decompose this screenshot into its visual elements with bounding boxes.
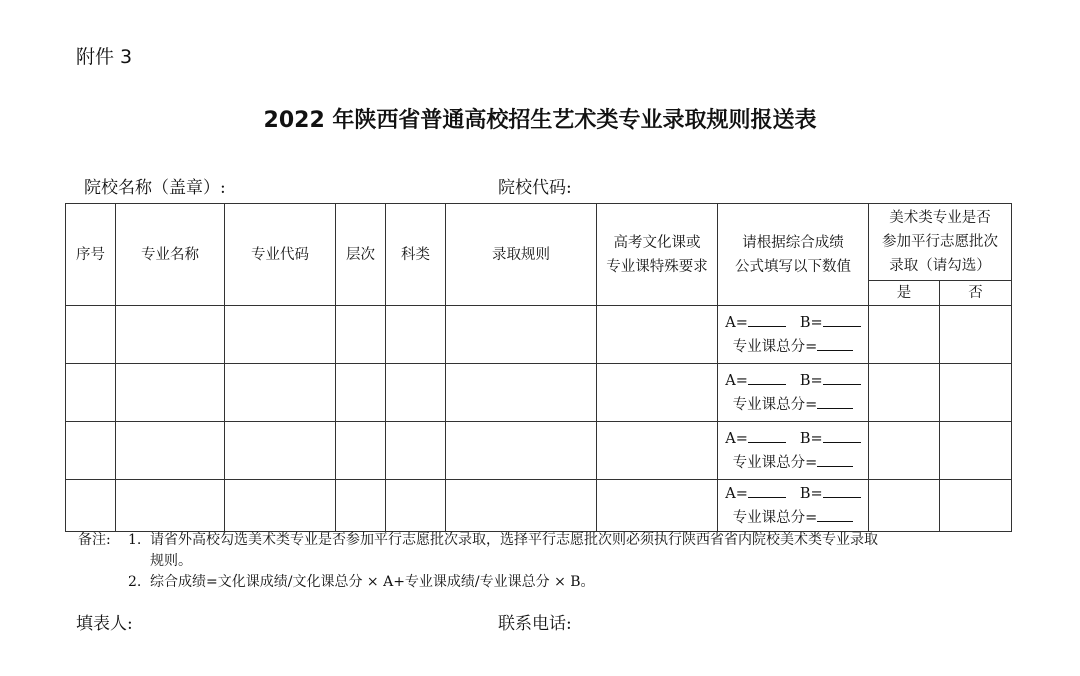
cell-seq[interactable] <box>66 364 116 422</box>
score-ab-line <box>718 311 868 335</box>
document-title: 2022 年陕西省普通高校招生艺术类专业录取规则报送表 <box>263 108 817 133</box>
b-blank[interactable] <box>823 370 861 385</box>
cell-yes-checkbox[interactable] <box>869 422 940 480</box>
header-admission-rule: 录取规则 <box>446 204 597 306</box>
cell-subject-type[interactable] <box>386 364 446 422</box>
cell-level[interactable] <box>336 422 386 480</box>
cell-score-values[interactable] <box>718 364 869 422</box>
header-score-line2: 公式填写以下数值 <box>735 258 851 275</box>
header-special-req-line2: 专业课特殊要求 <box>606 258 708 275</box>
a-label: A= <box>725 430 748 447</box>
cell-seq[interactable] <box>66 480 116 532</box>
cell-major-code[interactable] <box>225 364 336 422</box>
score-total-line <box>718 393 868 417</box>
header-special-requirement <box>597 204 718 306</box>
table-row <box>66 480 1012 532</box>
score-total-line <box>718 506 868 530</box>
attachment-label: 附件 3 <box>76 46 133 68</box>
cell-major-name[interactable] <box>116 480 225 532</box>
cell-major-name[interactable] <box>116 422 225 480</box>
cell-yes-checkbox[interactable] <box>869 480 940 532</box>
note-text: 请省外高校勾选美术类专业是否参加平行志愿批次录取，选择平行志愿批次则必须执行陕西省省内院校美术类专业录取 <box>150 532 878 548</box>
cell-major-code[interactable] <box>225 306 336 364</box>
total-label: 专业课总分= <box>732 454 818 471</box>
a-label: A= <box>725 372 748 389</box>
notes-section <box>78 530 1018 593</box>
b-label: B= <box>799 430 823 447</box>
a-blank[interactable] <box>748 370 786 385</box>
cell-score-values[interactable] <box>718 480 869 532</box>
header-major-code: 专业代码 <box>225 204 336 306</box>
header-parallel-line2: 参加平行志愿批次 <box>882 234 998 250</box>
cell-yes-checkbox[interactable] <box>869 364 940 422</box>
header-no: 否 <box>940 281 1012 306</box>
cell-major-code[interactable] <box>225 480 336 532</box>
cell-no-checkbox[interactable] <box>940 364 1012 422</box>
note-number: 1. <box>128 532 142 548</box>
score-ab-line <box>718 427 868 451</box>
school-name-label: 院校名称（盖章）: <box>84 178 226 198</box>
cell-yes-checkbox[interactable] <box>869 306 940 364</box>
cell-no-checkbox[interactable] <box>940 422 1012 480</box>
table-header-row <box>66 204 1012 281</box>
cell-admission-rule[interactable] <box>446 480 597 532</box>
note-item-1 <box>78 530 1018 551</box>
total-blank[interactable] <box>817 394 853 409</box>
table-row <box>66 364 1012 422</box>
cell-level[interactable] <box>336 480 386 532</box>
b-blank[interactable] <box>823 428 861 443</box>
note-item-2 <box>78 572 1018 593</box>
cell-level[interactable] <box>336 306 386 364</box>
b-label: B= <box>799 372 823 389</box>
cell-seq[interactable] <box>66 306 116 364</box>
b-blank[interactable] <box>823 483 861 498</box>
cell-admission-rule[interactable] <box>446 422 597 480</box>
b-blank[interactable] <box>823 312 861 327</box>
a-label: A= <box>725 485 748 502</box>
school-code-label: 院校代码: <box>498 178 572 198</box>
header-special-req-line1: 高考文化课或 <box>613 234 701 251</box>
cell-no-checkbox[interactable] <box>940 306 1012 364</box>
header-yes: 是 <box>869 281 940 306</box>
cell-special-requirement[interactable] <box>597 364 718 422</box>
phone-label: 联系电话: <box>498 614 572 634</box>
note-continuation: 规则。 <box>150 553 192 569</box>
score-total-line <box>718 451 868 475</box>
header-subject-type: 科类 <box>386 204 446 306</box>
a-blank[interactable] <box>748 483 786 498</box>
admission-rules-table <box>65 203 1012 532</box>
cell-special-requirement[interactable] <box>597 422 718 480</box>
header-parallel-line3: 录取（请勾选） <box>889 258 991 274</box>
total-label: 专业课总分= <box>732 509 818 526</box>
header-seq: 序号 <box>66 204 116 306</box>
notes-prefix: 备注: <box>78 532 111 548</box>
cell-subject-type[interactable] <box>386 306 446 364</box>
total-blank[interactable] <box>817 336 853 351</box>
total-label: 专业课总分= <box>732 396 818 413</box>
table-row <box>66 422 1012 480</box>
total-blank[interactable] <box>817 452 853 467</box>
header-score-line1: 请根据综合成绩 <box>742 234 844 251</box>
note-text: 综合成绩=文化课成绩/文化课总分 × A+专业课成绩/专业课总分 × B。 <box>150 574 595 590</box>
cell-major-name[interactable] <box>116 306 225 364</box>
cell-major-name[interactable] <box>116 364 225 422</box>
cell-admission-rule[interactable] <box>446 306 597 364</box>
cell-no-checkbox[interactable] <box>940 480 1012 532</box>
header-parallel-line1: 美术类专业是否 <box>889 210 991 226</box>
cell-subject-type[interactable] <box>386 422 446 480</box>
a-blank[interactable] <box>748 428 786 443</box>
note-number: 2. <box>128 574 142 590</box>
b-label: B= <box>799 485 823 502</box>
a-blank[interactable] <box>748 312 786 327</box>
cell-level[interactable] <box>336 364 386 422</box>
b-label: B= <box>799 314 823 331</box>
score-ab-line <box>718 369 868 393</box>
header-level: 层次 <box>336 204 386 306</box>
total-label: 专业课总分= <box>732 338 818 355</box>
filler-label: 填表人: <box>76 614 133 634</box>
table-row <box>66 306 1012 364</box>
score-total-line <box>718 335 868 359</box>
cell-special-requirement[interactable] <box>597 306 718 364</box>
header-score-formula <box>718 204 869 306</box>
cell-special-requirement[interactable] <box>597 480 718 532</box>
score-ab-line <box>718 482 868 506</box>
cell-score-values[interactable] <box>718 422 869 480</box>
header-major-name: 专业名称 <box>116 204 225 306</box>
cell-seq[interactable] <box>66 422 116 480</box>
header-parallel-volunteer <box>869 204 1012 281</box>
a-label: A= <box>725 314 748 331</box>
cell-subject-type[interactable] <box>386 480 446 532</box>
cell-major-code[interactable] <box>225 422 336 480</box>
cell-admission-rule[interactable] <box>446 364 597 422</box>
cell-score-values[interactable] <box>718 306 869 364</box>
total-blank[interactable] <box>817 507 853 522</box>
